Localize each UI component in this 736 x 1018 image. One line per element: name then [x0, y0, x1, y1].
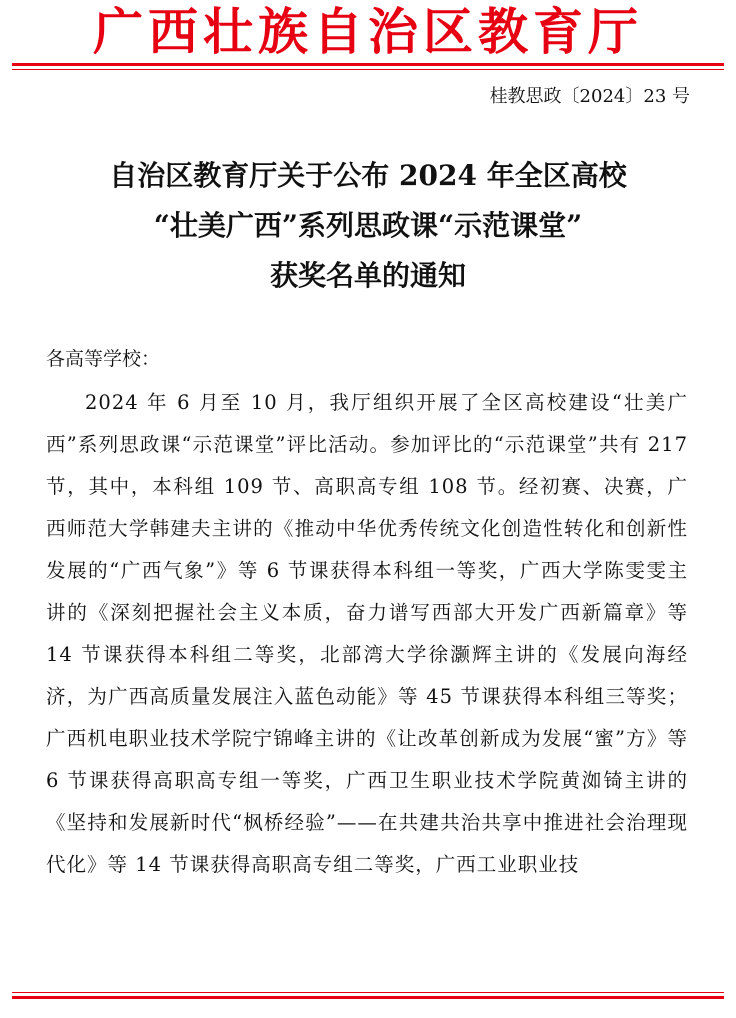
- body-paragraph: 2024 年 6 月至 10 月，我厅组织开展了全区高校建设“壮美广西”系列思政课“示范课堂”评比活动。参加评比的“示范课堂”共有 217 节，其中，本科组 109 节、高职高专组 108 节。经初赛、决赛，广西师范大学韩建夫主讲的《推动中华优秀传统文化创造性转化和创新性发展的“广西气象”》等 6 节课获得本科组一等奖，广西大学陈雯雯主讲的《深刻把握社会主义本质，奋力谱写西部大开发广西新篇章》等 14 节课获得本科组二等奖，北部湾大学徐灏辉主讲的《发展向海经济，为广西高质量发展注入蓝色动能》等 45 节课获得本科组三等奖；广西机电职业技术学院宁锦峰主讲的《让改革创新成为发展“蜜”方》等 6 节课获得高职高专组一等奖，广西卫生职业技术学院黄洳锜主讲的《坚持和发展新时代“枫桥经验”——在共建共治共享中推进社会治理现代化》等 14 节课获得高职高专组二等奖，广西工业职业技: [46, 391, 688, 876]
- salutation: 各高等学校：: [46, 348, 161, 370]
- notice-title-line-2: “壮美广西”系列思政课“示范课堂”: [153, 209, 583, 242]
- notice-title-line-3: 获奖名单的通知: [269, 259, 466, 292]
- footer-rule-thin: [12, 992, 724, 993]
- letterhead-title: 广西壮族自治区教育厅: [93, 2, 643, 61]
- letterhead-rule-thin: [12, 69, 724, 70]
- footer-rule-thick: [12, 996, 724, 999]
- document-number: 桂教思政〔2024〕23 号: [489, 86, 690, 107]
- notice-title: [0, 151, 736, 301]
- notice-title-line-1: 自治区教育厅关于公布 2024 年全区高校: [109, 159, 627, 192]
- letterhead-rule-thick: [12, 63, 724, 66]
